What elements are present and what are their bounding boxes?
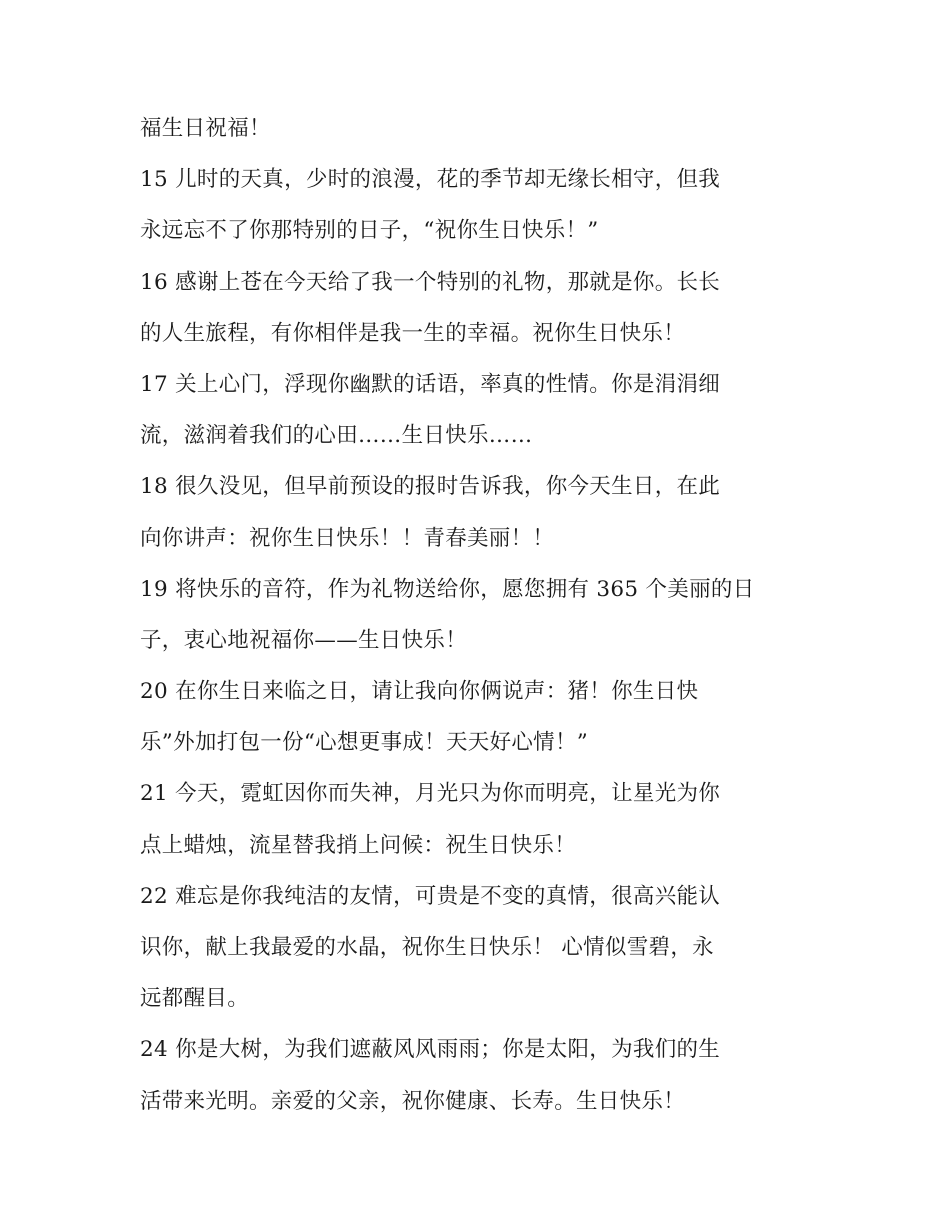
text-line: 乐”外加打包一份“心想更事成！天天好心情！”: [140, 730, 589, 756]
text-line: 识你，献上我最爱的水晶，祝你生日快乐！ 心情似雪碧，永: [140, 935, 714, 960]
text-line: 17 关上心门，浮现你幽默的话语，率真的性情。你是涓涓细: [140, 371, 721, 397]
document-body: [140, 103, 820, 1127]
text-line: 22 难忘是你我纯洁的友情，可贵是不变的真情，很高兴能认: [140, 883, 721, 909]
text-line: 活带来光明。亲爱的父亲，祝你健康、长寿。生日快乐！: [140, 1088, 686, 1114]
text-line: 子，衷心地祝福你——生日快乐！: [140, 627, 468, 653]
text-line: 15 儿时的天真，少时的浪漫，花的季节却无缘长相守，但我: [140, 167, 721, 193]
text-line: 18 很久没见，但早前预设的报时告诉我，你今天生日，在此: [140, 474, 721, 500]
text-line: 向你讲声：祝你生日快乐！！青春美丽！！: [140, 525, 555, 551]
text-line: 流，滋润着我们的心田……生日快乐……: [140, 423, 533, 449]
text-line: 20 在你生日来临之日，请让我向你俩说声：猪！你生日快: [140, 679, 699, 705]
text-line: 的人生旅程，有你相伴是我一生的幸福。祝你生日快乐！: [140, 320, 686, 346]
text-line: 21 今天，霓虹因你而失神，月光只为你而明亮，让星光为你: [140, 781, 721, 807]
text-line: 永远忘不了你那特别的日子，“祝你生日快乐！”: [140, 218, 599, 244]
text-line: 24 你是大树，为我们遮蔽风风雨雨；你是太阳，为我们的生: [140, 1037, 721, 1063]
text-line: 16 感谢上苍在今天给了我一个特别的礼物，那就是你。长长: [140, 269, 721, 295]
text-line: 远都醒目。: [140, 986, 250, 1012]
text-line: 福生日祝福！: [140, 116, 271, 141]
text-line: 19 将快乐的音符，作为礼物送给你，愿您拥有 365 个美丽的日: [140, 576, 755, 602]
text-line: 点上蜡烛，流星替我捎上问候：祝生日快乐！: [140, 832, 577, 858]
